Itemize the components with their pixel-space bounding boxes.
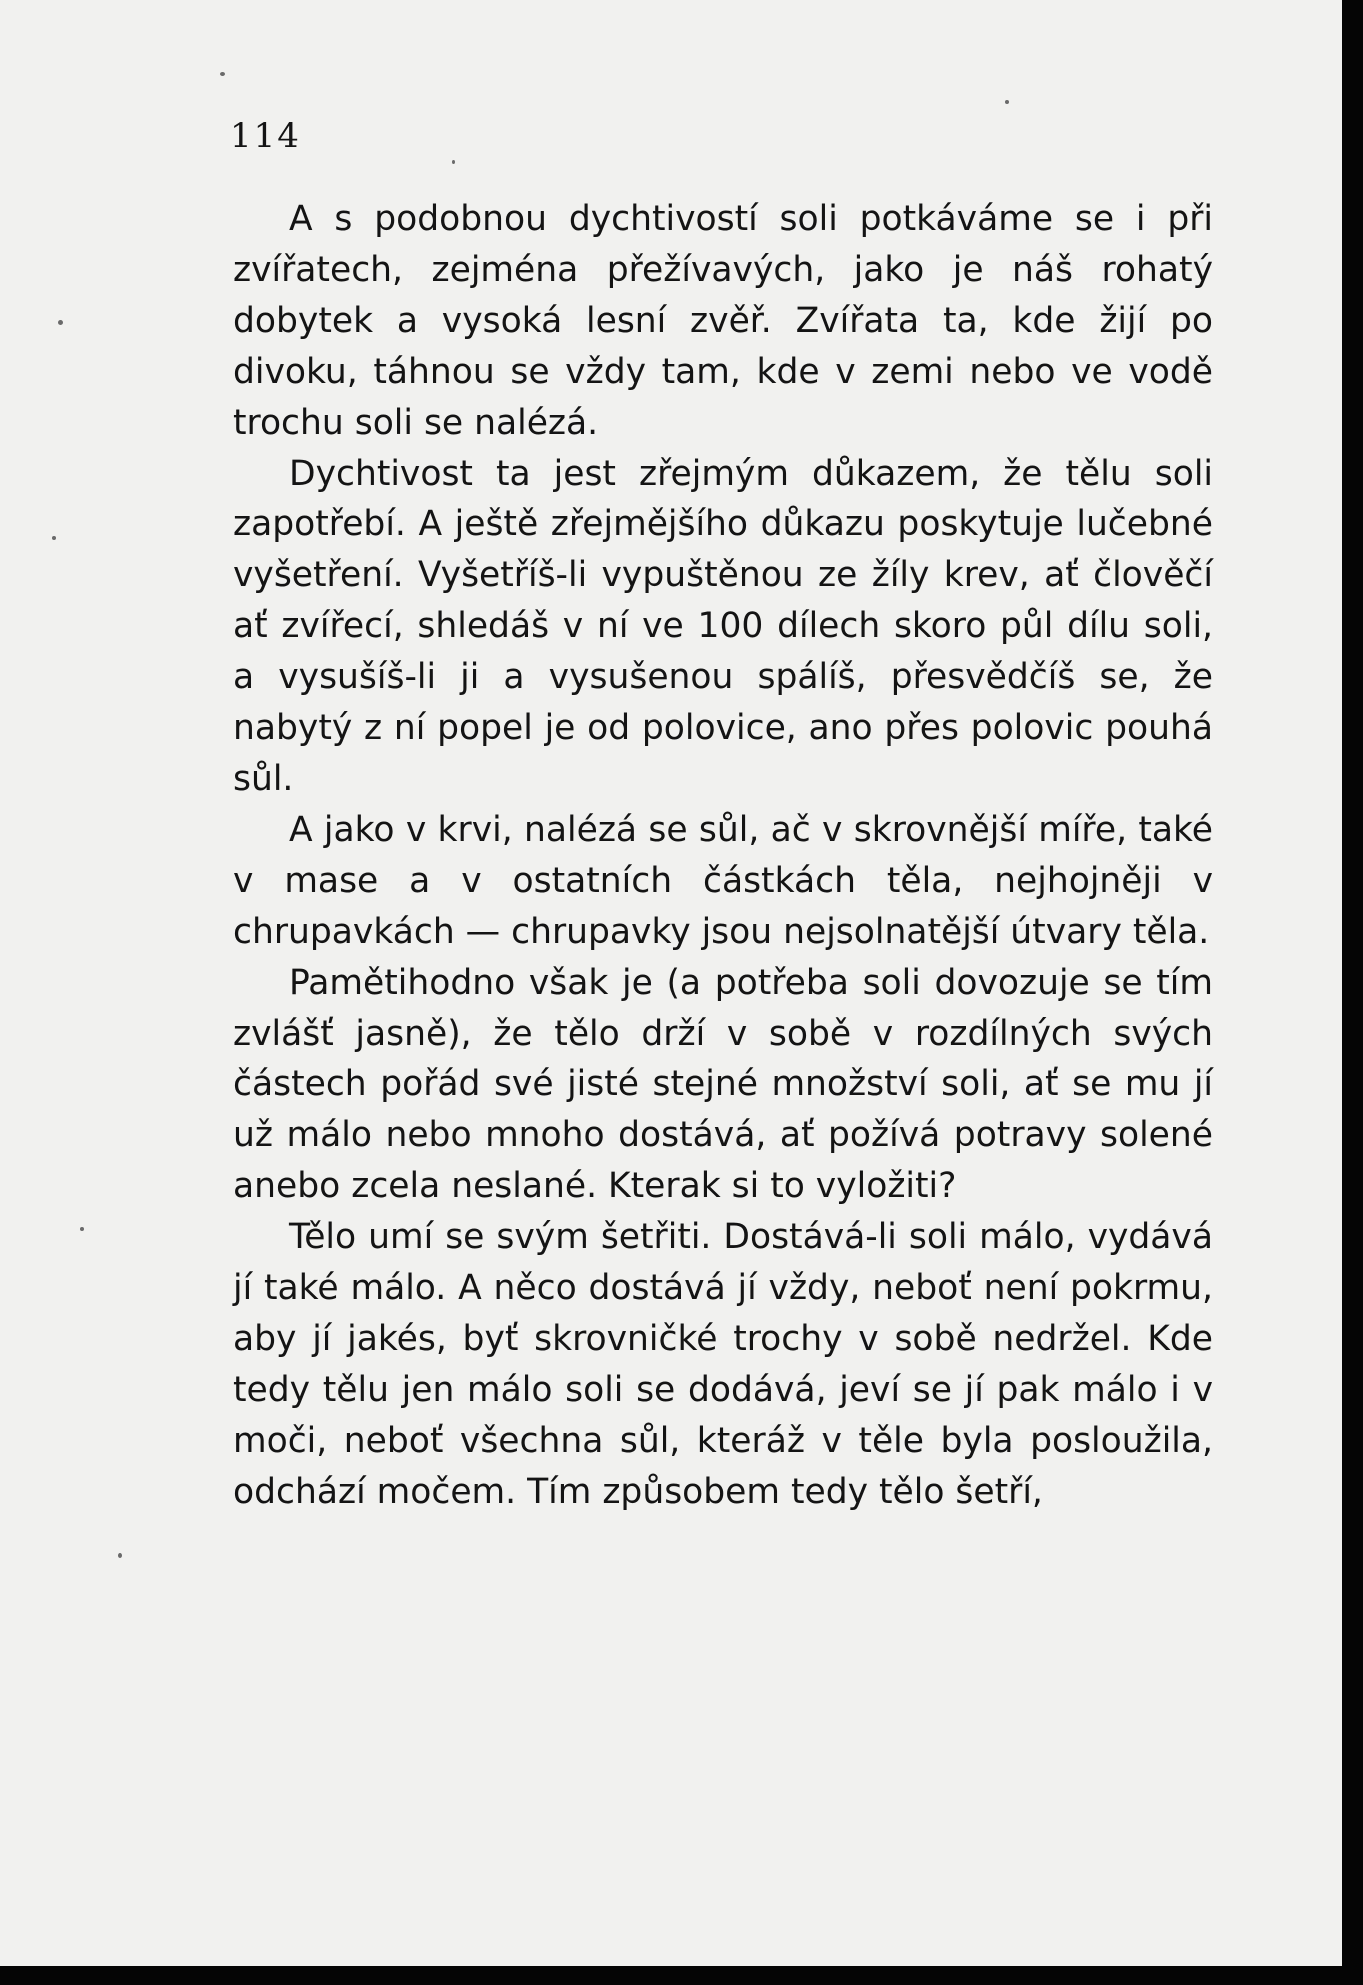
scan-speck bbox=[118, 1553, 122, 1558]
scan-border-right bbox=[1342, 0, 1363, 1985]
scan-speck bbox=[220, 72, 225, 76]
paragraph: Pamětihodno však je (a potřeba soli dovozuje se tím zvlášť jasně), že tělo drží v sobě v rozdílných svých částech pořád své jisté stejné množství soli, ať se mu jí už málo nebo mnoho dostává, ať požívá potravy solené anebo zcela neslané. Kterak si to vyložiti? bbox=[233, 962, 1213, 1207]
paragraph: Tělo umí se svým šetřiti. Dostává-li soli málo, vydává jí také málo. A něco dostává jí vždy, neboť není pokrmu, aby jí jakés, byť skrovničké trochy v sobě nedržel. Kde tedy tělu jen málo soli se dodává, jeví se jí pak málo i v moči, neboť všechna sůl, kteráž v těle byla posloužila, odchází močem. Tím způsobem tedy tělo šetří, bbox=[233, 1217, 1213, 1512]
scan-speck bbox=[80, 1227, 84, 1231]
paragraph: A jako v krvi, nalézá se sůl, ač v skrovnější míře, také v mase a v ostatních částkách těla, nejhojněji v chrupavkách — chrupavky jsou nejsolnatější útvary těla. bbox=[233, 809, 1213, 952]
paragraph: Dychtivost ta jest zřejmým důkazem, že tělu soli zapotřebí. A ještě zřejmějšího důkazu poskytuje lučebné vyšetření. Vyšetříš-li vypuštěnou ze žíly krev, ať člověčí ať zvířecí, shledáš v ní ve 100 dílech skoro půl dílu soli, a vysušíš-li ji a vysušenou spálíš, přesvědčíš se, že nabytý z ní popel je od polovice, ano přes polovic pouhá sůl. bbox=[233, 453, 1213, 799]
scan-speck bbox=[52, 536, 56, 540]
scan-border-bottom bbox=[0, 1966, 1363, 1985]
paragraph: A s podobnou dychtivostí soli potkáváme se i při zvířatech, zejména přežívavých, jako je náš rohatý dobytek a vysoká lesní zvěř. Zvířata ta, kde žijí po divoku, táhnou se vždy tam, kde v zemi nebo ve vodě trochu soli se nalézá. bbox=[233, 199, 1213, 443]
page-number: 114 bbox=[230, 116, 301, 156]
scan-speck bbox=[1005, 100, 1009, 104]
scan-speck bbox=[452, 160, 455, 164]
page-body bbox=[233, 194, 1213, 1518]
scan-speck bbox=[58, 320, 63, 325]
